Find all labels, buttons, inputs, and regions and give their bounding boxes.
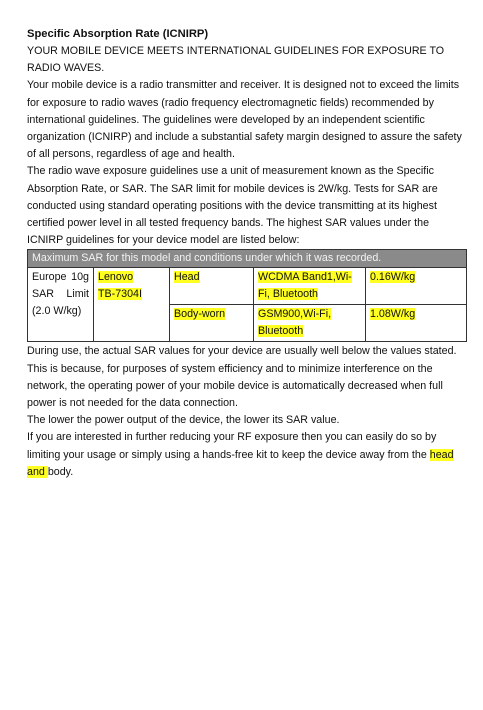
paragraph-lower-power: The lower the power output of the device, the lower its SAR value. — [27, 414, 340, 427]
sar-value-body-worn: 1.08W/kg — [370, 308, 416, 321]
reduce-exposure-text-end: body. — [47, 465, 74, 478]
paragraph-reduce-exposure — [27, 429, 465, 481]
position-head: Head — [174, 271, 200, 284]
bands-head: WCDMA Band1,Wi-Fi, Bluetooth — [258, 271, 352, 301]
sar-value-cell — [366, 268, 467, 305]
reduce-exposure-text: If you are interested in further reducing your RF exposure then you can easily do so by limiting your usage or simply using a hands-free kit to keep the device away from the — [27, 431, 437, 461]
document-page — [27, 26, 465, 481]
table-row — [28, 268, 467, 305]
paragraph-actual-sar: During use, the actual SAR values for your device are usually well below the values stated. This is because, for purposes of system efficiency and to minimize interference on the network, the operating power of your mobile device is automatically decreased when full power is not needed for the data connection. — [27, 345, 457, 410]
model-brand: Lenovo — [98, 271, 134, 284]
paragraph-sar-explanation: The radio wave exposure guidelines use a unit of measurement known as the Specific Absorption Rate, or SAR. The SAR limit for mobile devices is 2W/kg. Tests for SAR are conducted using standard operating positions with the device transmitting at its highest certified power level in all tested frequency bands. The highest SAR values under the ICNIRP guidelines for your device model are listed below: — [27, 165, 438, 247]
document-title: Specific Absorption Rate (ICNIRP) — [27, 28, 209, 40]
position-cell — [170, 268, 254, 305]
highlighted-text: head and — [27, 448, 454, 478]
bands-body-worn: GSM900,Wi-Fi, Bluetooth — [258, 308, 332, 338]
model-cell — [94, 268, 170, 342]
paragraph-guidelines-statement: YOUR MOBILE DEVICE MEETS INTERNATIONAL GUIDELINES FOR EXPOSURE TO RADIO WAVES. — [27, 45, 445, 75]
sar-value-cell — [366, 305, 467, 342]
bands-cell — [254, 268, 366, 305]
region-limit-cell: Europe 10g SAR Limit (2.0 W/kg) — [28, 268, 94, 342]
sar-table-header-row — [28, 250, 467, 268]
position-body-worn: Body-worn — [174, 308, 226, 321]
sar-table — [27, 249, 467, 342]
sar-value-head: 0.16W/kg — [370, 271, 416, 284]
bands-cell — [254, 305, 366, 342]
position-cell — [170, 305, 254, 342]
model-number: TB-7304I — [98, 288, 142, 301]
paragraph-device-description: Your mobile device is a radio transmitter and receiver. It is designed not to exceed the limits for exposure to radio waves (radio frequency electromagnetic fields) recommended by international guidelines. The guidelines were developed by an independent scientific organization (ICNIRP) and include a substantial safety margin designed to assure the safety of all persons, regardless of age and health. — [27, 79, 462, 161]
sar-table-header: Maximum SAR for this model and conditions under which it was recorded. — [28, 250, 467, 268]
